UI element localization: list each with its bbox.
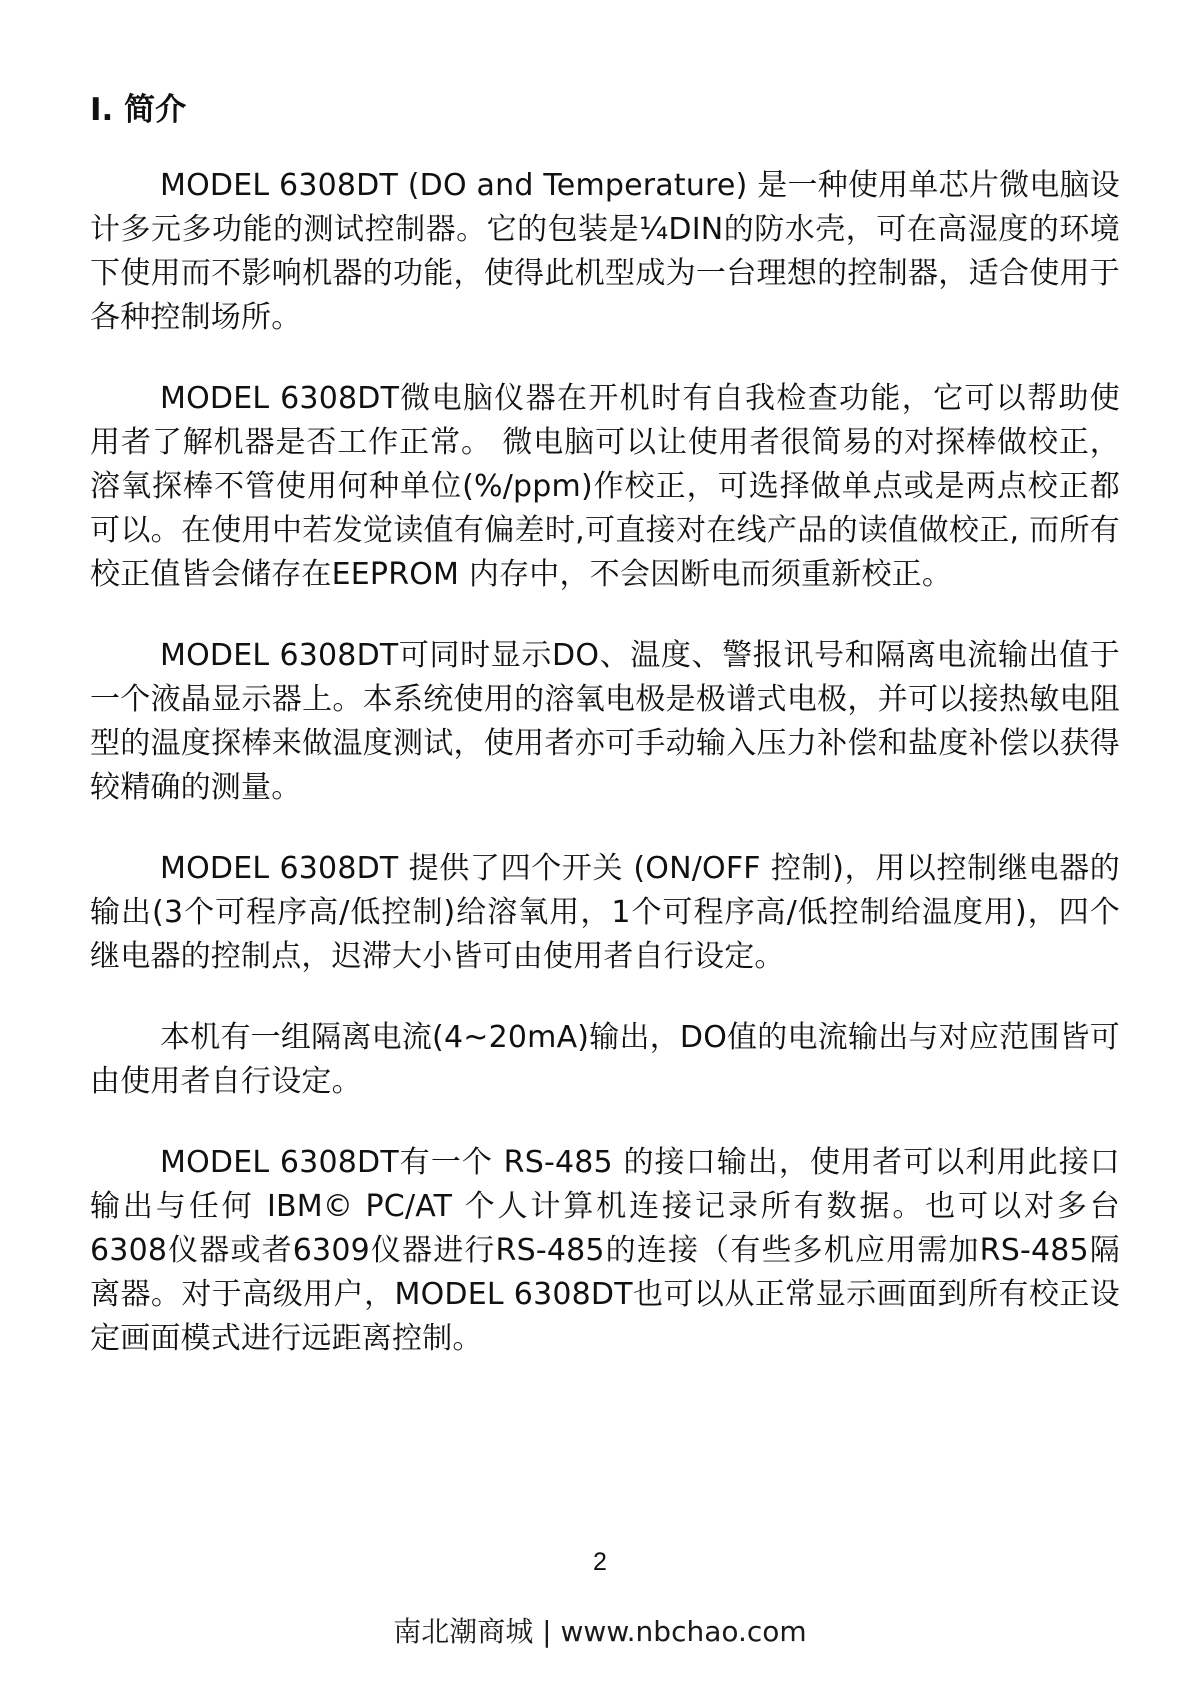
paragraph-display: MODEL 6308DT可同时显示DO、温度、警报讯号和隔离电流输出值于一个液晶显示器上。本系统使用的溶氧电极是极谱式电极，并可以接热敏电阻型的温度探棒来做温度测试，使用者亦可手动输入压力补偿和盐度补偿以获得较精确的测量。 bbox=[90, 638, 1120, 806]
document-page bbox=[90, 70, 1120, 1398]
paragraph-intro: MODEL 6308DT (DO and Temperature) 是一种使用单芯片微电脑设计多元多功能的测试控制器。它的包装是¼DIN的防水壳，可在高湿度的环境下使用而不影响机器的功能，使得此机型成为一台理想的控制器，适合使用于各种控制场所。 bbox=[90, 168, 1120, 336]
footer-watermark: 南北潮商城 | www.nbchao.com bbox=[393, 1615, 807, 1648]
page-number: 2 bbox=[593, 1548, 607, 1576]
paragraph-rs485: MODEL 6308DT有一个 RS-485 的接口输出，使用者可以利用此接口输出与任何 IBM© PC/AT 个人计算机连接记录所有数据。也可以对多台6308仪器或者6309仪器进行RS-485的连接（有些多机应用需加RS-485隔离器。对于高级用户，MODEL 6308DT也可以从正常显示画面到所有校正设定画面模式进行远距离控制。 bbox=[90, 1145, 1120, 1357]
paragraph-relays: MODEL 6308DT 提供了四个开关 (ON/OFF 控制)，用以控制继电器的输出(3个可程序高/低控制)给溶氧用，1个可程序高/低控制给温度用)，四个继电器的控制点，迟滞大小皆可由使用者自行设定。 bbox=[90, 851, 1120, 975]
paragraph-self-check: MODEL 6308DT微电脑仪器在开机时有自我检查功能，它可以帮助使用者了解机器是否工作正常。 微电脑可以让使用者很简易的对探棒做校正，溶氧探棒不管使用何种单位(%/ppm)作校正，可选择做单点或是两点校正都可以。在使用中若发觉读值有偏差时,可直接对在线产品的读值做校正, 而所有校正值皆会储存在EEPROM 内存中，不会因断电而须重新校正。 bbox=[90, 381, 1120, 593]
section-title: I. 简介 bbox=[90, 92, 187, 128]
paragraph-current-output: 本机有一组隔离电流(4~20mA)输出，DO值的电流输出与对应范围皆可由使用者自行设定。 bbox=[90, 1020, 1120, 1100]
